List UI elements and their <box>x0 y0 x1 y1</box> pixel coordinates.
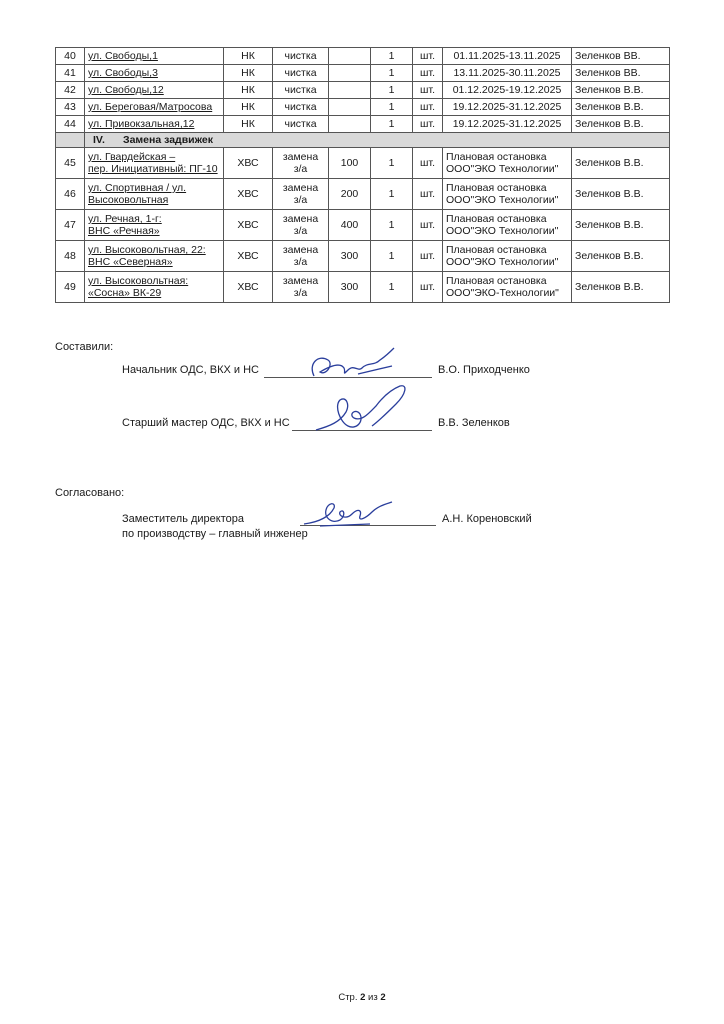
work-line2: з/а <box>293 256 308 268</box>
approver-position-line1: Заместитель директора <box>122 513 244 525</box>
footer-total-pages: 2 <box>380 992 386 1003</box>
row-unit: шт. <box>413 48 443 65</box>
row-address <box>85 210 224 241</box>
period-line1: Плановая остановка <box>446 275 547 287</box>
row-unit: шт. <box>413 99 443 116</box>
row-responsible: Зеленков В.В. <box>572 272 670 303</box>
address-line1: ул. Гвардейская – <box>88 151 176 163</box>
row-diameter <box>329 116 371 133</box>
footer-middle: из <box>368 992 378 1003</box>
period-line2: ООО"ЭКО Технологии" <box>446 163 559 175</box>
work-line1: замена <box>282 151 319 163</box>
approver-name: А.Н. Кореновский <box>442 513 532 525</box>
compiled-heading: Составили: <box>55 341 114 353</box>
signer2-position: Старший мастер ОДС, ВКХ и НС <box>122 417 290 429</box>
row-diameter: 300 <box>329 272 371 303</box>
row-number: 41 <box>56 65 85 82</box>
row-responsible: Зеленков В.В. <box>572 210 670 241</box>
signer1-position: Начальник ОДС, ВКХ и НС <box>122 364 259 376</box>
row-address <box>85 116 224 133</box>
row-responsible: Зеленков В.В. <box>572 148 670 179</box>
row-responsible: Зеленков ВВ. <box>572 48 670 65</box>
row-number: 42 <box>56 82 85 99</box>
row-diameter: 200 <box>329 179 371 210</box>
row-number: 40 <box>56 48 85 65</box>
row-network: НК <box>224 99 273 116</box>
row-diameter <box>329 99 371 116</box>
row-period <box>443 272 572 303</box>
period-line2: ООО"ЭКО Технологии" <box>446 194 559 206</box>
row-diameter <box>329 48 371 65</box>
period-line2: ООО"ЭКО Технологии" <box>446 225 559 237</box>
row-network: НК <box>224 65 273 82</box>
address-line2: Высоковольтная <box>88 194 169 206</box>
signer1-name: В.О. Приходченко <box>438 364 530 376</box>
address-text: ул. Береговая/Матросова <box>88 101 213 113</box>
section-row <box>56 133 670 148</box>
work-line2: з/а <box>293 194 308 206</box>
row-address <box>85 241 224 272</box>
row-qty: 1 <box>371 48 413 65</box>
row-unit: шт. <box>413 179 443 210</box>
signer2-name: В.В. Зеленков <box>438 417 510 429</box>
section-title: Замена задвижек <box>123 134 214 146</box>
approver-position-line2: по производству – главный инженер <box>122 528 308 540</box>
row-network: ХВС <box>224 210 273 241</box>
address-text: ул. Свободы,1 <box>88 50 158 62</box>
address-line1: ул. Высоковольтная: <box>88 275 189 287</box>
row-number: 47 <box>56 210 85 241</box>
address-line2: ВНС «Речная» <box>88 225 160 237</box>
period-line1: Плановая остановка <box>446 151 547 163</box>
period-line1: Плановая остановка <box>446 213 547 225</box>
row-period: 01.11.2025-13.11.2025 <box>443 48 572 65</box>
row-number: 49 <box>56 272 85 303</box>
address-text: ул. Свободы,3 <box>88 67 158 79</box>
row-network: НК <box>224 48 273 65</box>
table-row <box>56 272 670 303</box>
table-body-valves <box>56 148 670 303</box>
row-period <box>443 241 572 272</box>
row-responsible: Зеленков В.В. <box>572 116 670 133</box>
address-line1: ул. Высоковольтная, 22: <box>88 244 206 256</box>
row-qty: 1 <box>371 179 413 210</box>
signer2-signature <box>310 382 420 436</box>
footer-prefix: Стр. <box>338 992 358 1003</box>
row-diameter <box>329 65 371 82</box>
work-line2: з/а <box>293 287 308 299</box>
table-row <box>56 148 670 179</box>
row-qty: 1 <box>371 116 413 133</box>
row-qty: 1 <box>371 210 413 241</box>
row-unit: шт. <box>413 116 443 133</box>
row-work: чистка <box>273 116 329 133</box>
row-work <box>273 272 329 303</box>
row-qty: 1 <box>371 99 413 116</box>
row-responsible: Зеленков В.В. <box>572 82 670 99</box>
address-text: ул. Свободы,12 <box>88 84 164 96</box>
work-line1: замена <box>282 182 319 194</box>
work-line1: замена <box>282 275 319 287</box>
address-line1: ул. Спортивная / ул. <box>88 182 187 194</box>
address-line2: «Сосна» ВК-29 <box>88 287 162 299</box>
row-qty: 1 <box>371 65 413 82</box>
table-row <box>56 210 670 241</box>
period-line1: Плановая остановка <box>446 244 547 256</box>
approved-heading: Согласовано: <box>55 487 125 499</box>
row-work: чистка <box>273 82 329 99</box>
row-period: 01.12.2025-19.12.2025 <box>443 82 572 99</box>
section-cell <box>85 133 670 148</box>
table-row <box>56 82 670 99</box>
table-row <box>56 65 670 82</box>
row-work: чистка <box>273 48 329 65</box>
row-period <box>443 210 572 241</box>
row-period: 19.12.2025-31.12.2025 <box>443 99 572 116</box>
row-unit: шт. <box>413 82 443 99</box>
row-number: 44 <box>56 116 85 133</box>
work-line2: з/а <box>293 225 308 237</box>
row-network: ХВС <box>224 179 273 210</box>
row-address <box>85 48 224 65</box>
row-diameter: 100 <box>329 148 371 179</box>
row-responsible: Зеленков ВВ. <box>572 65 670 82</box>
row-responsible: Зеленков В.В. <box>572 241 670 272</box>
period-line1: Плановая остановка <box>446 182 547 194</box>
row-qty: 1 <box>371 272 413 303</box>
row-network: ХВС <box>224 272 273 303</box>
row-unit: шт. <box>413 65 443 82</box>
row-work <box>273 210 329 241</box>
work-line1: замена <box>282 213 319 225</box>
row-number: 46 <box>56 179 85 210</box>
row-network: НК <box>224 82 273 99</box>
row-diameter: 300 <box>329 241 371 272</box>
row-period: 13.11.2025-30.11.2025 <box>443 65 572 82</box>
work-line2: з/а <box>293 163 308 175</box>
row-address <box>85 272 224 303</box>
row-work <box>273 148 329 179</box>
row-unit: шт. <box>413 241 443 272</box>
page-footer <box>0 992 724 1003</box>
row-work <box>273 241 329 272</box>
address-line1: ул. Речная, 1-г: <box>88 213 162 225</box>
footer-page-number: 2 <box>360 992 366 1003</box>
table-row <box>56 241 670 272</box>
row-number: 48 <box>56 241 85 272</box>
row-work <box>273 179 329 210</box>
signer1-signature <box>300 346 410 386</box>
address-line2: ВНС «Северная» <box>88 256 173 268</box>
row-address <box>85 179 224 210</box>
period-line2: ООО"ЭКО Технологии" <box>446 256 559 268</box>
row-responsible: Зеленков В.В. <box>572 99 670 116</box>
table-row <box>56 48 670 65</box>
row-network: ХВС <box>224 241 273 272</box>
row-period <box>443 179 572 210</box>
table-body-cleaning <box>56 48 670 133</box>
address-text: ул. Привокзальная,12 <box>88 118 195 130</box>
row-period <box>443 148 572 179</box>
row-unit: шт. <box>413 210 443 241</box>
table-row <box>56 179 670 210</box>
work-line1: замена <box>282 244 319 256</box>
row-address <box>85 99 224 116</box>
row-diameter: 400 <box>329 210 371 241</box>
works-table <box>55 47 670 303</box>
row-unit: шт. <box>413 272 443 303</box>
row-work: чистка <box>273 99 329 116</box>
row-number: 43 <box>56 99 85 116</box>
row-network: ХВС <box>224 148 273 179</box>
row-unit: шт. <box>413 148 443 179</box>
row-qty: 1 <box>371 82 413 99</box>
table-row <box>56 99 670 116</box>
row-network: НК <box>224 116 273 133</box>
row-period: 19.12.2025-31.12.2025 <box>443 116 572 133</box>
address-line2: пер. Инициативный: ПГ-10 <box>88 163 218 175</box>
row-address <box>85 65 224 82</box>
row-address <box>85 82 224 99</box>
row-work: чистка <box>273 65 329 82</box>
row-qty: 1 <box>371 241 413 272</box>
period-line2: ООО"ЭКО-Технологии" <box>446 287 559 299</box>
row-diameter <box>329 82 371 99</box>
table-row <box>56 116 670 133</box>
row-responsible: Зеленков В.В. <box>572 179 670 210</box>
row-number: 45 <box>56 148 85 179</box>
row-qty: 1 <box>371 148 413 179</box>
section-number: IV. <box>93 134 105 146</box>
table-section-header <box>56 133 670 148</box>
approver-signature <box>300 496 400 532</box>
row-address <box>85 148 224 179</box>
